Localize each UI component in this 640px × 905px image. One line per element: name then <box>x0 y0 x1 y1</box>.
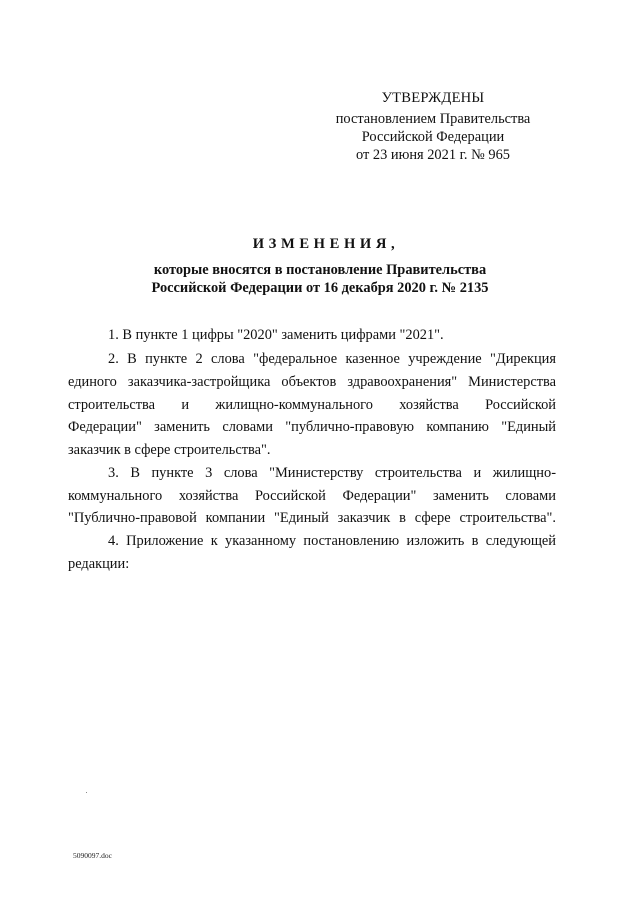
item-2-line-1: 2. В пункте 2 слова "федеральное казенное учреждение "Дирекция <box>108 351 556 367</box>
document-title: ИЗМЕНЕНИЯ, <box>252 236 400 252</box>
footer-file-code: 5090097.doc <box>73 851 112 860</box>
subtitle-line-1: которые вносятся в постановление Правительства <box>153 262 487 278</box>
item-3-line-2: коммунального хозяйства Российской Федерации" заменить словами <box>68 488 556 504</box>
approval-line-3: от 23 июня 2021 г. № 965 <box>355 147 511 163</box>
item-3-line-3: "Публично-правовой компании "Единый заказчик в сфере строительства". <box>68 510 556 526</box>
item-4-line-2: редакции: <box>68 556 130 572</box>
item-2-line-4: Федерации" заменить словами "публично-правовую компанию "Единый <box>68 419 556 435</box>
approval-heading: УТВЕРЖДЕНЫ <box>381 90 485 106</box>
item-3-line-1: 3. В пункте 3 слова "Министерству строительства и жилищно- <box>108 465 556 481</box>
item-2-line-2: единого заказчика-застройщика объектов здравоохранения" Министерства <box>68 374 556 390</box>
approval-line-2: Российской Федерации <box>361 129 505 145</box>
scan-speck <box>86 792 87 793</box>
subtitle-line-2: Российской Федерации от 16 декабря 2020 г. № 2135 <box>151 280 489 296</box>
item-4-line-1: 4. Приложение к указанному постановлению изложить в следующей <box>108 533 556 549</box>
item-2-line-5: заказчик в сфере строительства". <box>68 442 271 458</box>
item-1-line-1: 1. В пункте 1 цифры "2020" заменить цифрами "2021". <box>108 327 444 343</box>
item-2-line-3: строительства и жилищно-коммунального хозяйства Российской <box>68 397 556 413</box>
approval-line-1: постановлением Правительства <box>335 111 531 127</box>
